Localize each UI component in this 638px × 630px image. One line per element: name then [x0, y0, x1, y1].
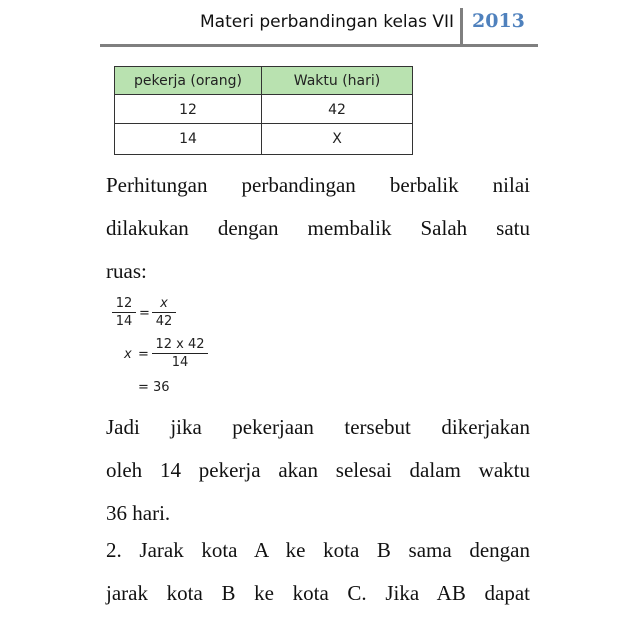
paragraph-line: Perhitungan perbandingan berbalik nilai [106, 173, 530, 197]
fraction-bar [152, 353, 208, 354]
paragraph-line: dilakukan dengan membalik Salah satu [106, 216, 530, 240]
variable-x: x [124, 347, 132, 362]
header-year: 2013 [472, 10, 525, 32]
page-header [100, 8, 538, 47]
table-row [115, 95, 413, 124]
equals-sign: = [139, 306, 150, 321]
paragraph-line: oleh 14 pekerja akan selesai dalam waktu [106, 458, 530, 482]
table-cell: 12 [115, 95, 262, 124]
table-header-days: Waktu (hari) [262, 67, 413, 95]
paragraph-inverse-explanation [106, 164, 530, 293]
paragraph-line: 2. Jarak kota A ke kota B sama dengan [106, 538, 530, 562]
fraction-denominator: 42 [155, 314, 173, 329]
header-divider [460, 8, 463, 46]
fraction-denominator: 14 [115, 314, 133, 329]
fraction-bar [152, 312, 176, 313]
table-row [115, 124, 413, 155]
table-cell: X [262, 124, 413, 155]
math-calculation [112, 296, 232, 396]
paragraph-line: jarak kota B ke kota C. Jika AB dapat [106, 581, 530, 605]
workers-days-table [114, 66, 413, 155]
paragraph-line: 36 hari. [106, 501, 171, 525]
paragraph-problem-2 [106, 529, 530, 615]
fraction-12-14 [112, 296, 136, 329]
paragraph-line: Jadi jika pekerjaan tersebut dikerjakan [106, 415, 530, 439]
table-header-workers: pekerja (orang) [115, 67, 262, 95]
table-header-row [115, 67, 413, 95]
fraction-numerator: 12 x 42 [155, 337, 205, 352]
result-value: = 36 [138, 380, 170, 395]
fraction-numerator: 12 [115, 296, 133, 311]
paragraph-conclusion [106, 406, 530, 535]
equals-sign: = [138, 347, 149, 362]
table-cell: 14 [115, 124, 262, 155]
fraction-denominator: 14 [171, 355, 189, 370]
fraction-x-42 [152, 296, 176, 329]
table-cell: 42 [262, 95, 413, 124]
fraction-bar [112, 312, 136, 313]
paragraph-line: ruas: [106, 259, 147, 283]
fraction-product [152, 337, 208, 370]
header-title: Materi perbandingan kelas VII [200, 12, 454, 32]
fraction-numerator: x [160, 296, 168, 311]
